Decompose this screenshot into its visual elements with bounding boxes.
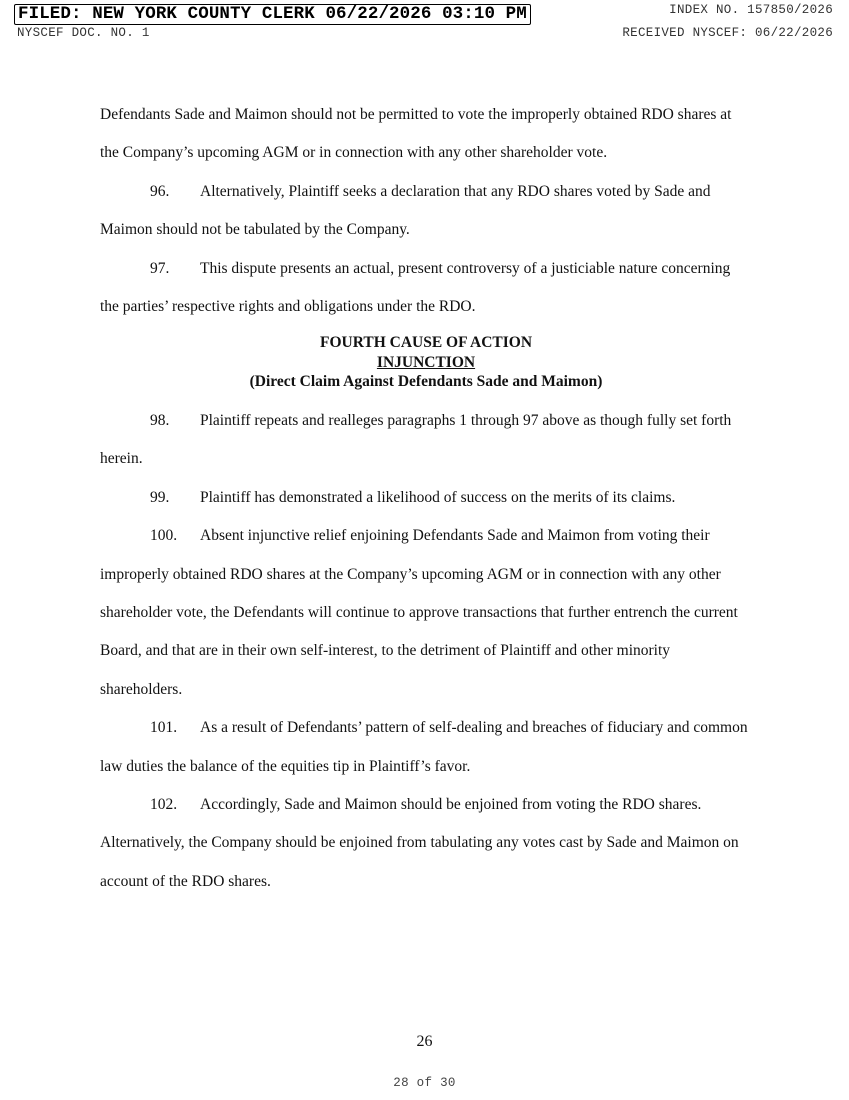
paragraph-text: Accordingly, Sade and Maimon should be enjoined from voting the RDO shares. Alternatively, the Company should be enjoined from tabulating any votes cast by Sade and Maimon on account of the RDO shares. [100,796,739,890]
paragraph-text: Absent injunctive relief enjoining Defendants Sade and Maimon from voting their improperly obtained RDO shares at the Company’s upcoming AGM or in connection with any other shareholder vote, the Defendants will continue to approve transactions that further entrench the current Board, and that are in their own self-interest, to the detriment of Plaintiff and other minority shareholders. [100,527,738,698]
page-of-total: 28 of 30 [393,1076,456,1090]
continued-paragraph: Defendants Sade and Maimon should not be permitted to vote the improperly obtained RDO shares at the Company’s upcoming AGM or in connection with any other shareholder vote. [100,106,732,162]
heading-claim: (Direct Claim Against Defendants Sade and Maimon) [249,373,603,391]
paragraph-text: As a result of Defendants’ pattern of self-dealing and breaches of fiduciary and common law duties the balance of the equities tip in Plaintiff’s favor. [100,719,748,775]
paragraph-number: 100. [150,527,178,545]
paragraph-98 [100,402,752,479]
paragraph-text: This dispute presents an actual, present controversy of a justiciable nature concerning the parties’ respective rights and obligations under the RDO. [100,259,731,316]
paragraph-number: 97. [150,259,170,277]
paragraph-102 [100,786,752,901]
page-number: 26 [416,1033,433,1050]
paragraph-number: 99. [150,488,170,506]
paragraph-number: 96. [150,182,170,200]
cause-of-action-heading [100,333,752,392]
paragraph-101 [100,709,752,786]
paragraph-number: 101. [150,719,178,737]
received-date: RECEIVED NYSCEF: 06/22/2026 [622,26,833,40]
paragraph-100 [100,517,752,709]
index-number: INDEX NO. 157850/2026 [669,3,833,17]
filed-stamp: FILED: NEW YORK COUNTY CLERK 06/22/2026 03:10 PM [14,4,531,25]
nyscef-doc-number: NYSCEF DOC. NO. 1 [17,26,150,40]
heading-title: FOURTH CAUSE OF ACTION [319,334,533,352]
paragraph-text: Alternatively, Plaintiff seeks a declaration that any RDO shares voted by Sade and Maimon should not be tabulated by the Company. [100,182,711,239]
paragraph-number: 102. [150,796,178,813]
paragraph-text: Plaintiff repeats and realleges paragraphs 1 through 97 above as though fully set forth herein. [100,411,732,468]
paragraph-97 [100,250,752,327]
paragraph-99 [100,479,752,517]
paragraph-96 [100,173,752,250]
paragraph-text: Plaintiff has demonstrated a likelihood of success on the merits of its claims. [200,488,676,506]
heading-subtitle: INJUNCTION [376,353,476,371]
paragraph-number: 98. [150,411,170,429]
document-body [100,96,752,901]
